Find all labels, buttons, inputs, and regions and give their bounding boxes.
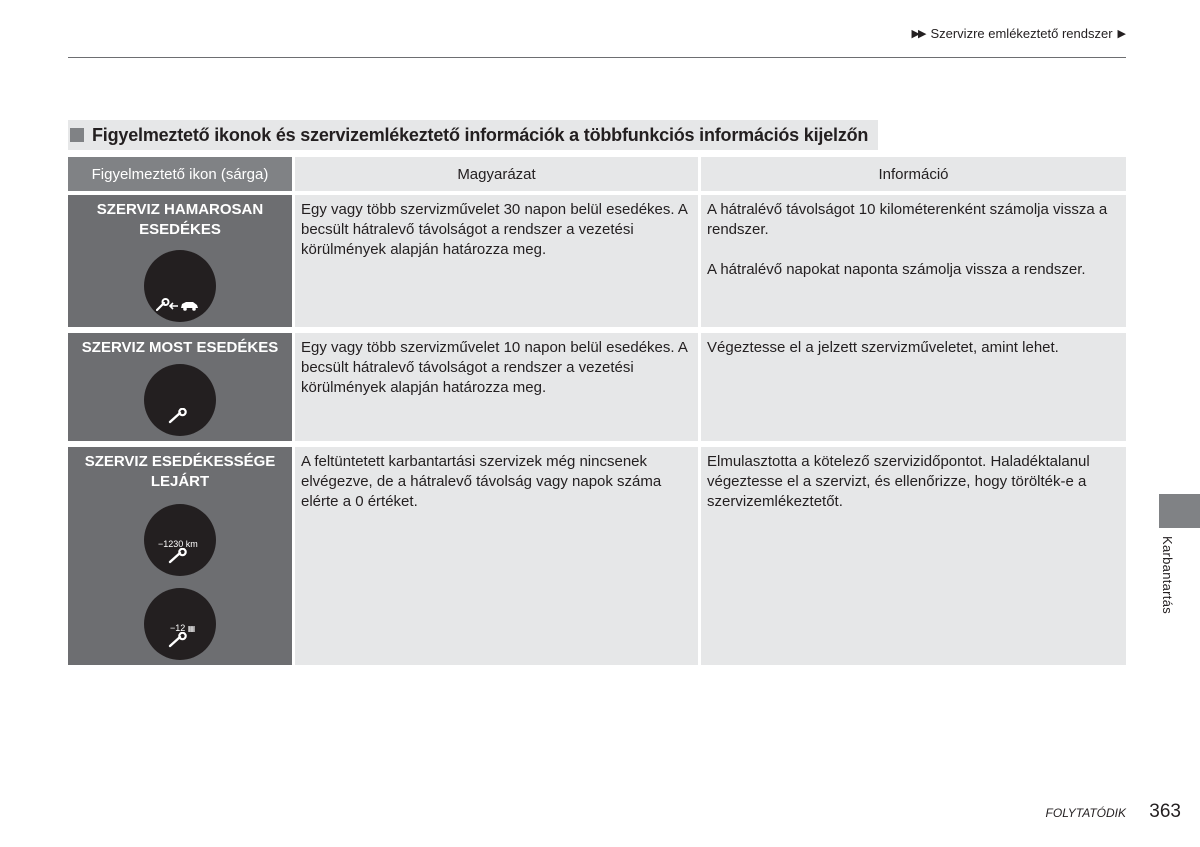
wrench-icon — [168, 632, 190, 648]
section-title: Figyelmeztető ikonok és szervizemlékeztető információk a többfunkciós információs kijelzőn — [92, 124, 869, 145]
explanation-cell: Egy vagy több szervizművelet 30 napon belül esedékes. A becsült hátralevő távolságot a rendszer a vezetési körülmények alapján határozza meg. — [292, 195, 698, 333]
information-cell — [698, 333, 1126, 447]
warning-icon-table — [68, 157, 1126, 671]
column-header-information: Információ — [698, 157, 1126, 195]
chapter-tab — [1159, 494, 1200, 528]
icon-cell — [68, 447, 292, 671]
explanation-cell: A feltüntetett karbantartási szervizek még nincsenek elvégezve, de a hátralevő távolság vagy napok száma elérte a 0 értéket. — [292, 447, 698, 671]
information-cell — [698, 195, 1126, 333]
section-heading — [68, 120, 878, 150]
icon-label: SZERVIZ HAMAROSAN ESEDÉKES — [96, 201, 264, 238]
wrench-icon — [168, 408, 190, 424]
column-header-icon: Figyelmeztető ikon (sárga) — [68, 157, 292, 195]
arrow-icon: ▶ — [1117, 28, 1126, 40]
continued-label: FOLYTATÓDIK — [1045, 806, 1126, 820]
days-value: −12 — [170, 623, 186, 633]
icon-cell — [68, 333, 292, 447]
table-header-row — [68, 157, 1126, 195]
info-paragraph: A hátralévő napokat naponta számolja vissza a rendszer. — [707, 261, 1086, 278]
wrench-arrow-car-icon — [156, 298, 200, 312]
service-overdue-days-display — [144, 588, 216, 660]
calendar-icon: ▦ — [187, 624, 196, 633]
table-row — [68, 195, 1126, 333]
header-divider — [68, 57, 1126, 58]
service-overdue-distance-display — [144, 504, 216, 576]
distance-readout: −1230 km — [158, 539, 198, 549]
explanation-cell: Egy vagy több szervizművelet 10 napon belül esedékes. A becsült hátralevő távolságot a rendszer a vezetési körülmények alapján határozza meg. — [292, 333, 698, 447]
breadcrumb — [912, 26, 1126, 41]
table-row — [68, 447, 1126, 671]
breadcrumb-text: Szervizre emlékeztető rendszer — [930, 26, 1113, 41]
column-header-explanation: Magyarázat — [292, 157, 698, 195]
icon-label: SZERVIZ MOST ESEDÉKES — [81, 339, 279, 356]
service-due-soon-display — [144, 250, 216, 322]
info-paragraph: Elmulasztotta a kötelező szervizidőpontot. Haladéktalanul végeztesse el a szervizt, és ellenőrizze, hogy törölték-e a szervizemlékeztetőt. — [707, 453, 1090, 510]
info-paragraph: Végeztesse el a jelzett szervizműveletet, amint lehet. — [707, 339, 1059, 356]
wrench-icon — [168, 548, 190, 564]
page-number: 363 — [1149, 801, 1181, 822]
information-cell — [698, 447, 1126, 671]
heading-marker-icon — [70, 128, 84, 142]
service-due-now-display — [144, 364, 216, 436]
info-paragraph: A hátralévő távolságot 10 kilométerenként számolja vissza a rendszer. — [707, 201, 1108, 238]
icon-label: SZERVIZ ESEDÉKESSÉGE LEJÁRT — [84, 453, 276, 490]
chapter-label: Karbantartás — [1160, 536, 1175, 615]
table-row — [68, 333, 1126, 447]
icon-cell — [68, 195, 292, 333]
double-arrow-icon: ▶▶ — [911, 28, 925, 40]
